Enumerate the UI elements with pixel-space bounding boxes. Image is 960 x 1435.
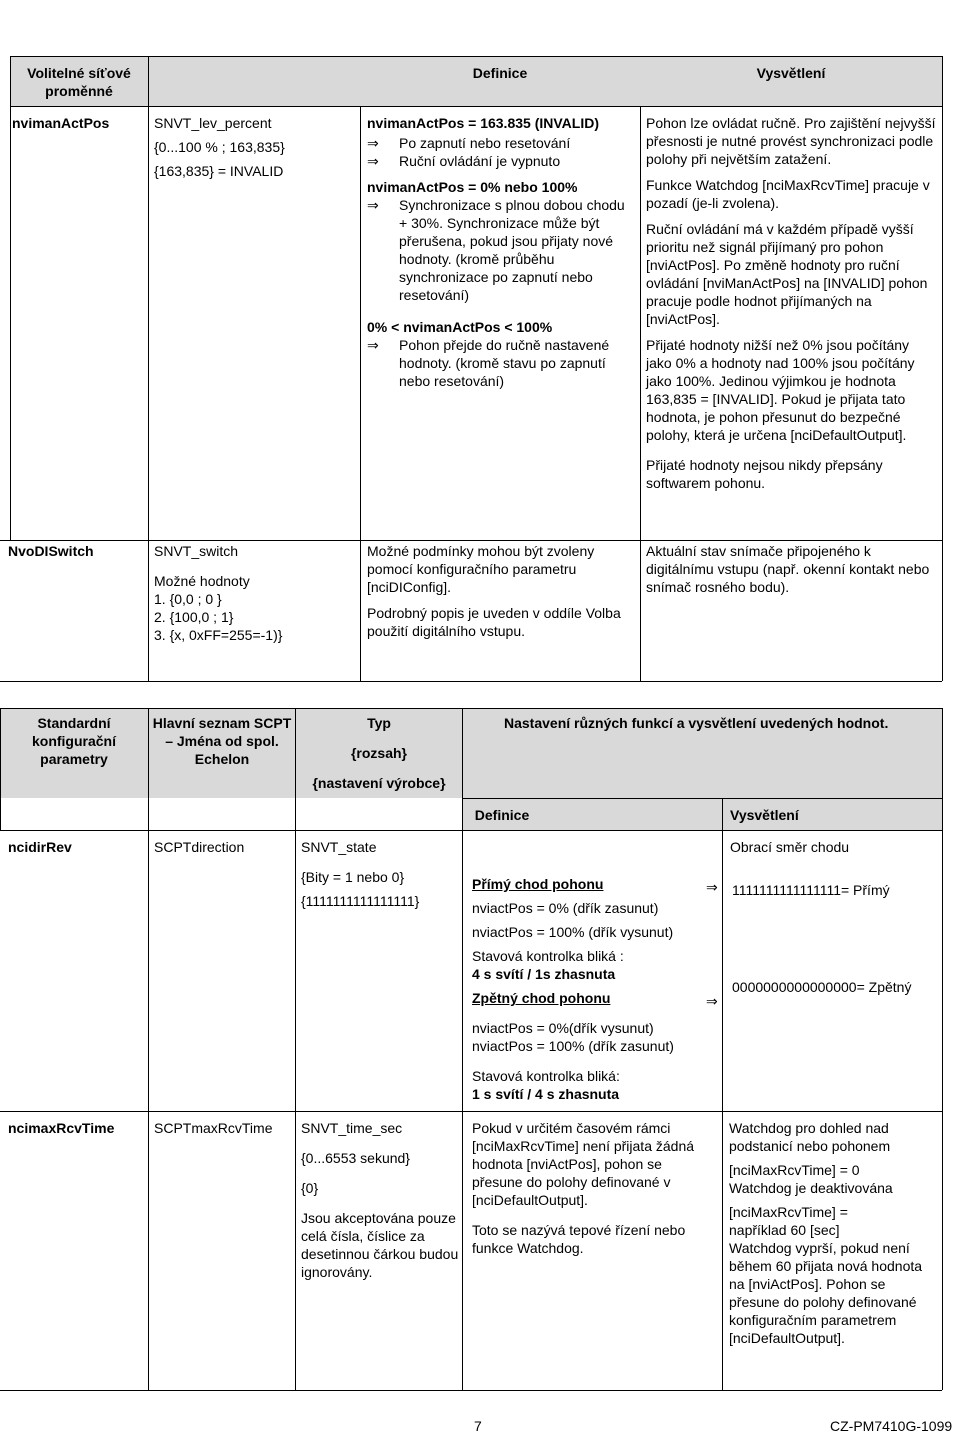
expl-paragraph: Přijaté hodnoty nižší než 0% jsou počítány jako 0% a hodnoty nad 100% jsou počítány jako 100%. Jedinou výjimkou je hodnota 163,835 = [INVALID]. Pokud je přijata tato hodnota, je pohon přesunut do bezpečné polohy, která je určena [nciDefaultOutput]. <box>646 337 915 443</box>
def-line-range: nvimanActPos = 0% nebo 100% <box>367 179 578 195</box>
explanation-cell <box>646 114 938 492</box>
expl-line: například 60 [sec] <box>729 1222 840 1238</box>
def-value: nviactPos = 0% (dřík zasunut) <box>472 900 659 916</box>
scpt-name: SCPTmaxRcvTime <box>154 1120 273 1136</box>
value-item: 2. {100,0 ; 1} <box>154 609 234 625</box>
expl-line: [nciMaxRcvTime] = 0 <box>729 1162 860 1178</box>
header-scpt-list: Hlavní seznam SCPT – Jména od spol. Echelon <box>152 715 292 767</box>
header-explanation: Vysvětlení <box>756 65 826 81</box>
def-text: Pohon přejde do ručně nastavené hodnoty. (kromě stavu po zapnutí nebo resetování) <box>399 337 610 389</box>
var-name: NvoDISwitch <box>8 543 94 559</box>
definition-cell <box>367 114 633 390</box>
arrow-icon: ⇒ <box>367 135 379 151</box>
def-text: Synchronizace s plnou dobou chodu + 30%. Synchronizace může být přerušena, pokud jsou přijaty nové hodnoty. (kromě průběhu synchronizace po zapnutí nebo resetování) <box>399 197 625 303</box>
type-label: SNVT_switch <box>154 543 239 559</box>
expl-line: Watchdog je deaktivována <box>729 1180 893 1196</box>
document-code: CZ-PM7410G-1099 <box>830 1418 953 1434</box>
range-label: {0...6553 sekund} <box>301 1150 410 1166</box>
def-value: nviactPos = 100% (dřík vysunut) <box>472 924 674 940</box>
def-line-between: 0% < nvimanActPos < 100% <box>367 319 553 335</box>
def-paragraph: Toto se nazývá tepové řízení nebo funkce Watchdog. <box>472 1222 686 1256</box>
param-name: ncidirRev <box>8 839 72 855</box>
definition-cell <box>472 875 718 1103</box>
definition-cell <box>367 542 635 640</box>
header-explanation: Vysvětlení <box>730 807 799 823</box>
var-name: nvimanActPos <box>12 115 110 131</box>
def-value: nviactPos = 0%(dřík vysunut) <box>472 1020 654 1036</box>
note-label: Jsou akceptována pouze celá čísla, číslice za desetinnou čárkou budou ignorovány. <box>301 1210 459 1280</box>
direct-run-title: Přímý chod pohonu <box>472 876 604 892</box>
type-label: SNVT_lev_percent <box>154 115 272 131</box>
reverse-expl: 0000000000000000= Zpětný <box>732 979 912 995</box>
type-heading: Typ <box>367 715 391 731</box>
var-type <box>154 542 354 644</box>
led-text: Stavová kontrolka bliká: <box>472 1068 620 1084</box>
explanation-cell: Aktuální stav snímače připojeného k digitálnímu vstupu (např. okenní kontakt nebo snímač rosného bodu). <box>646 543 930 595</box>
header-settings: Nastavení různých funkcí a vysvětlení uvedených hodnot. <box>504 715 889 731</box>
range-heading: {rozsah} <box>350 745 408 761</box>
header-definition: Definice <box>472 65 528 81</box>
led-pattern: 4 s svítí / 1s zhasnuta <box>472 966 616 982</box>
definition-cell <box>472 1119 716 1257</box>
direct-expl: 1111111111111111= Přímý <box>732 882 890 898</box>
def-arrow-item <box>367 152 633 170</box>
type-label: SNVT_time_sec <box>301 1120 403 1136</box>
range-label: {Bity = 1 nebo 0} <box>301 869 405 885</box>
expl-paragraph: Watchdog pro dohled nad podstanicí nebo pohonem <box>729 1120 891 1154</box>
arrow-icon: ⇒ <box>367 197 379 213</box>
values-label: Možné hodnoty <box>154 573 250 589</box>
expl-line: [nciMaxRcvTime] = <box>729 1204 848 1220</box>
type-cell <box>301 1119 459 1281</box>
value-item: 3. {x, 0xFF=255=-1)} <box>154 627 283 643</box>
expl-paragraph: Funkce Watchdog [nciMaxRcvTime] pracuje v pozadí (je-li zvolena). <box>646 177 930 211</box>
header-network-variables: Volitelné síťové proměnné <box>27 65 131 99</box>
expl-title: Obrací směr chodu <box>730 839 850 855</box>
param-name: ncimaxRcvTime <box>8 1120 115 1136</box>
header-definition: Definice <box>474 807 530 823</box>
expl-paragraph: Přijaté hodnoty nejsou nikdy přepsány softwarem pohonu. <box>646 457 883 491</box>
def-arrow-item <box>367 336 633 390</box>
def-paragraph: Možné podmínky mohou být zvoleny pomocí konfiguračního parametru [nciDIConfig]. <box>367 543 595 595</box>
led-text: Stavová kontrolka bliká : <box>472 948 624 964</box>
range-label: {0...100 % ; 163,835} <box>154 139 285 155</box>
def-text: Ruční ovládání je vypnuto <box>399 153 561 169</box>
def-arrow-item <box>367 134 633 152</box>
var-type <box>154 114 354 180</box>
reverse-run-title: Zpětný chod pohonu <box>472 990 611 1006</box>
def-line-invalid: nvimanActPos = 163.835 (INVALID) <box>367 115 599 131</box>
def-paragraph: Podrobný popis je uveden v oddíle Volba použití digitálního vstupu. <box>367 605 621 639</box>
type-cell <box>301 838 459 910</box>
invalid-label: {163,835} = INVALID <box>154 163 284 179</box>
header-standard-params: Standardní konfigurační parametry <box>31 715 116 767</box>
arrow-icon: ⇒ <box>367 337 379 353</box>
page-number: 7 <box>474 1418 482 1434</box>
arrow-icon: ⇒ <box>367 153 379 169</box>
scpt-name: SCPTdirection <box>154 839 245 855</box>
led-pattern: 1 s svítí / 4 s zhasnuta <box>472 1086 620 1102</box>
default-label: {1111111111111111} <box>301 893 420 909</box>
header-type <box>299 714 459 792</box>
value-item: 1. {0,0 ; 0 } <box>154 591 222 607</box>
arrow-icon: ⇒ <box>706 993 718 1009</box>
expl-paragraph: Watchdog vyprší, pokud není během 60 přijata nová hodnota na [nviActPos]. Pohon se přesune do polohy definované konfiguračním parametrem [nciDefaultOutput]. <box>729 1240 923 1346</box>
default-heading: {nastavení výrobce} <box>312 775 446 791</box>
expl-paragraph: Pohon lze ovládat ručně. Pro zajištění nejvyšší přesnosti je nutné provést synchronizaci podle polohy při největším zatažení. <box>646 115 936 167</box>
type-label: SNVT_state <box>301 839 377 855</box>
def-text: Po zapnutí nebo resetování <box>399 135 571 151</box>
arrow-icon: ⇒ <box>706 879 718 895</box>
def-value: nviactPos = 100% (dřík zasunut) <box>472 1038 674 1054</box>
default-label: {0} <box>301 1180 319 1196</box>
explanation-cell <box>729 1119 937 1347</box>
def-paragraph: Pokud v určitém časovém rámci [nciMaxRcvTime] není přijata žádná hodnota [nviActPos], pohon se přesune do polohy definované v [nciDefaultOutput]. <box>472 1120 695 1208</box>
def-arrow-item <box>367 196 633 304</box>
expl-paragraph: Ruční ovládání má v každém případě vyšší prioritu než signál přijímaný pro pohon [nviActPos]. Po změně hodnoty pro ruční ovládání [nviManActPos] na [INVALID] pohon pracuje podle hodnot přijímaných na [nviActPos]. <box>646 221 928 327</box>
